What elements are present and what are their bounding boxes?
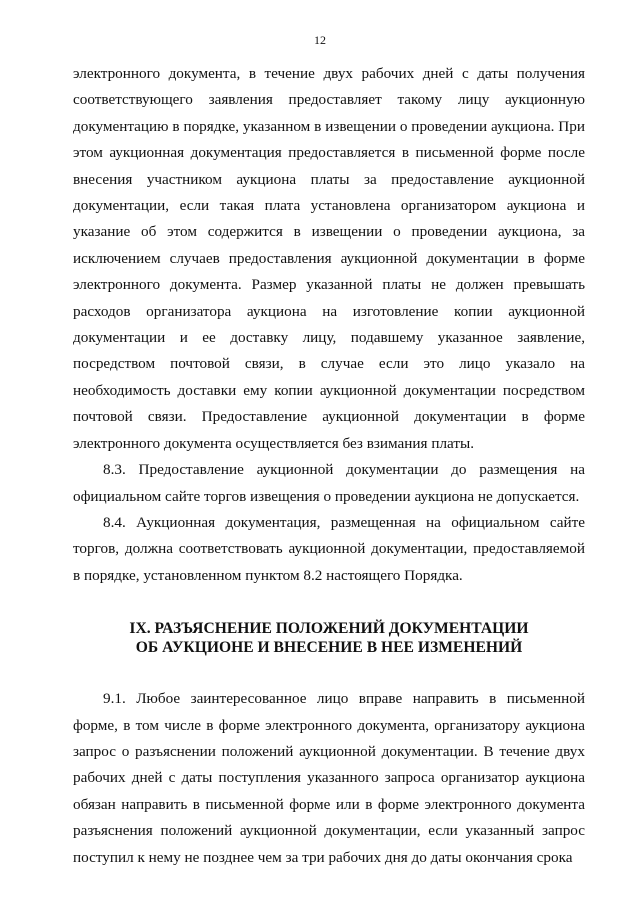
paragraph-9-1: 9.1. Любое заинтересованное лицо вправе направить в письменной форме, в том числе в форме электронного документа, организатору аукциона запрос о разъяснении положений аукционной документации. В течение двух рабочих дней с даты поступления указанного запроса организатор аукциона обязан направить в письменной форме или в форме электронного документа разъяснения положений аукционной документации, если указанный запрос поступил к нему не позднее чем за три рабочих дня до даты окончания срока	[73, 690, 585, 866]
paragraph-8-2-continuation: электронного документа, в течение двух рабочих дней с даты получения соответствующего заявления предоставляет такому лицу аукционную документацию в порядке, указанном в извещении о проведении аукциона. При этом аукционная документация предоставляется в письменной форме после внесения участником аукциона платы за предоставление аукционной документации, если такая плата установлена организатором аукциона и указание об этом содержится в извещении о проведении аукциона, за исключением случаев предоставления аукционной документации в форме электронного документа. Размер указанной платы не должен превышать расходов организатора аукциона на изготовление копии аукционной документации и ее доставку лицу, подавшему указанное заявление, посредством почтовой связи, в случае если это лицо указало на необходимость доставки ему копии аукционной документации посредством почтовой связи. Предоставление аукционной документации в форме электронного документа осуществляется без взимания платы.	[73, 65, 585, 452]
document-body	[73, 61, 585, 871]
section-heading-line-2: ОБ АУКЦИОНЕ И ВНЕСЕНИЕ В НЕЕ ИЗМЕНЕНИЙ	[135, 639, 523, 657]
paragraph-8-4: 8.4. Аукционная документация, размещенная на официальном сайте торгов, должна соответствовать аукционной документации, предоставляемой в порядке, установленном пунктом 8.2 настоящего Порядка.	[73, 513, 585, 584]
paragraph-8-3: 8.3. Предоставление аукционной документации до размещения на официальном сайте торгов извещения о проведении аукциона не допускается.	[73, 461, 585, 505]
page-number: 12	[314, 33, 326, 47]
section-heading	[73, 619, 585, 657]
section-heading-line-1: IX. РАЗЪЯСНЕНИЕ ПОЛОЖЕНИЙ ДОКУМЕНТАЦИИ	[129, 620, 529, 638]
